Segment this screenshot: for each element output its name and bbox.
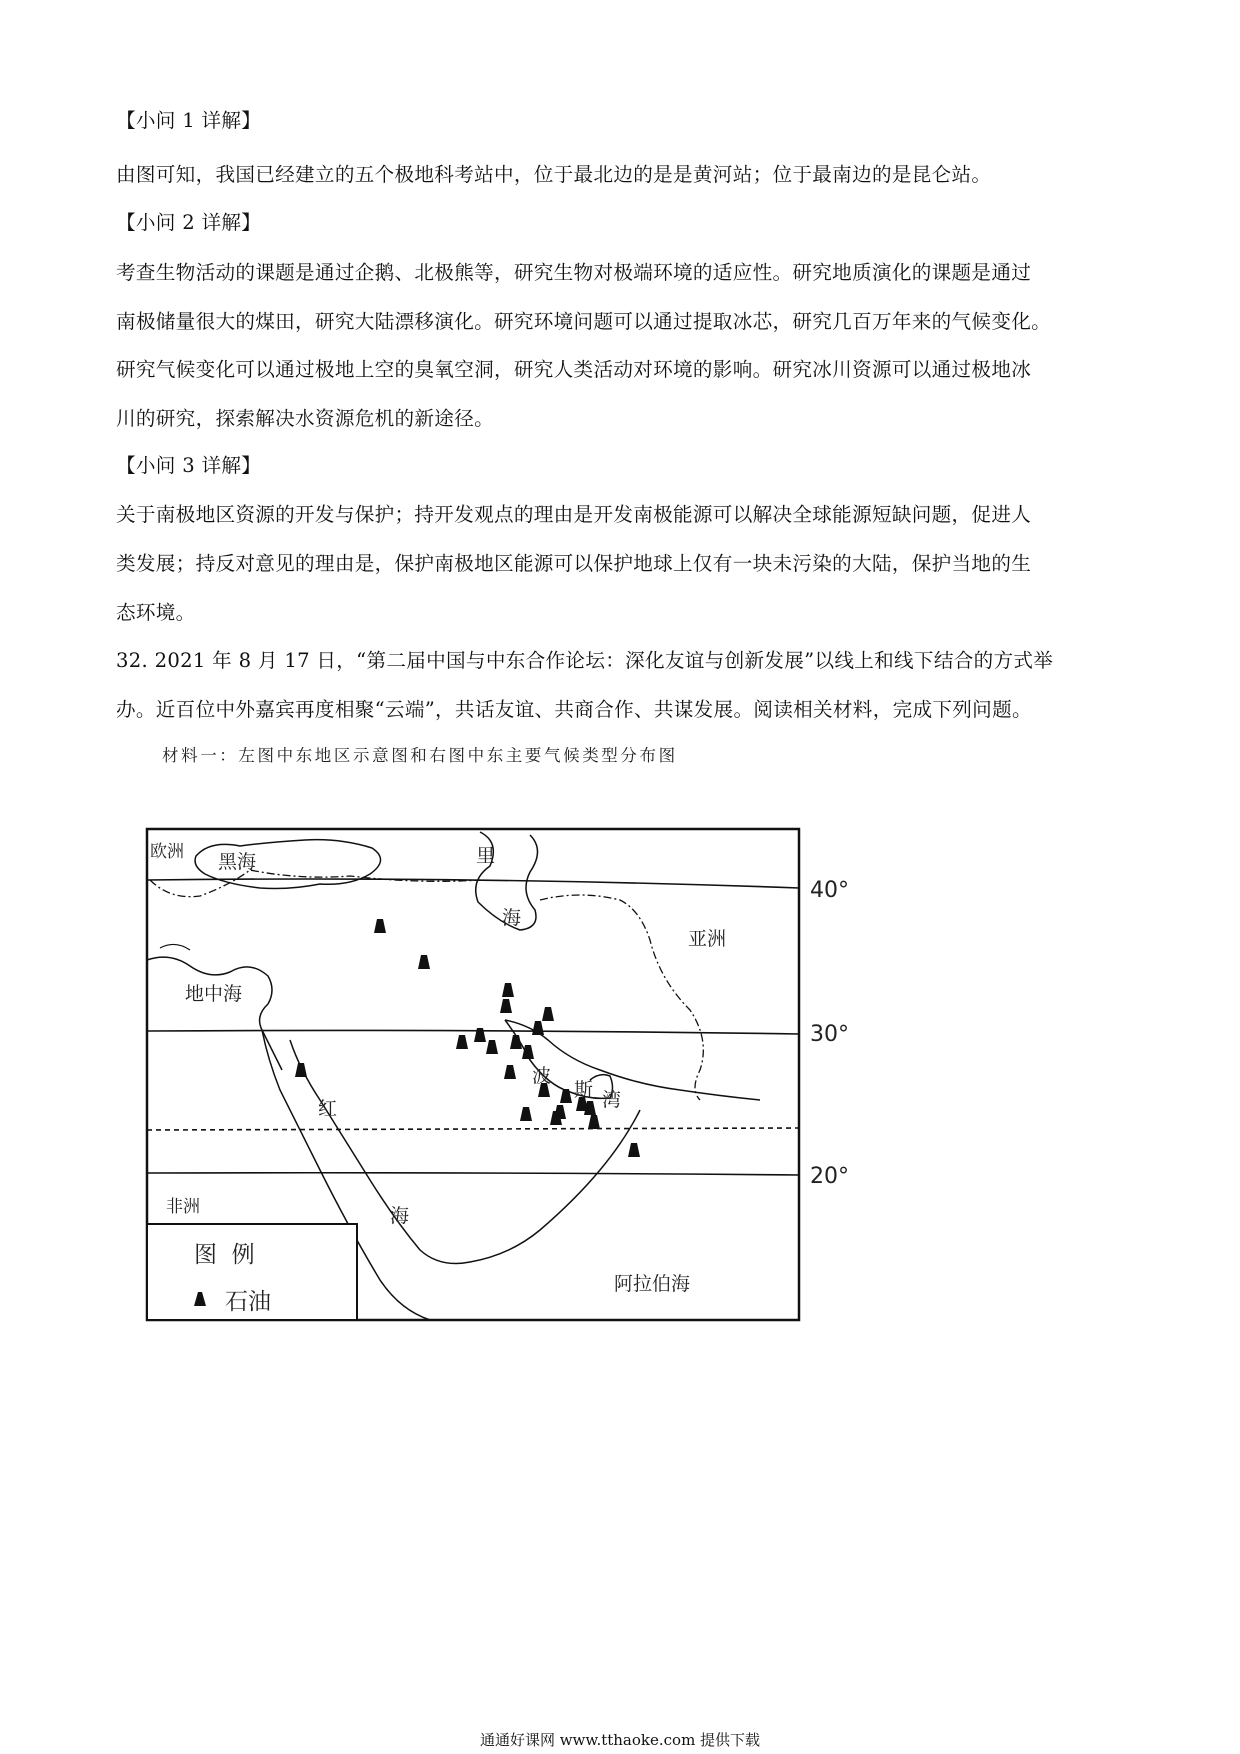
oil-marker <box>502 983 514 997</box>
q32-stem-line: 32. 2021 年 8 月 17 日，“第二届中国与中东合作论坛：深化友谊与创新发展”以线上和线下结合的方式举 <box>116 649 1054 672</box>
label-red-sea-2: 海 <box>390 1205 410 1227</box>
oil-marker <box>504 1065 516 1079</box>
oil-marker <box>628 1143 640 1157</box>
border-line <box>150 870 480 897</box>
q31-sub2-line: 考查生物活动的课题是通过企鹅、北极熊等，研究生物对极端环境的适应性。研究地质演化的课题是通过 <box>116 261 1032 284</box>
border-line <box>540 895 703 1100</box>
latitude-line-40 <box>147 879 799 888</box>
label-mediterranean: 地中海 <box>185 983 243 1005</box>
latitude-label-40: 40° <box>810 878 849 903</box>
oil-marker <box>374 919 386 933</box>
tropic-line <box>147 1128 799 1130</box>
label-black-sea: 黑海 <box>218 851 257 873</box>
label-persian-2: 斯 <box>574 1079 594 1101</box>
oil-marker <box>486 1040 498 1054</box>
page-footer: 通通好课网 www.tthaoke.com 提供下载 <box>479 1731 761 1749</box>
q31-sub3-line: 态环境。 <box>116 601 196 624</box>
label-caspian-1: 里 <box>476 845 496 867</box>
oil-marker <box>500 999 512 1013</box>
oil-markers <box>295 919 640 1157</box>
label-africa: 非洲 <box>166 1197 200 1217</box>
q31-sub3-line: 类发展；持反对意见的理由是，保护南极地区能源可以保护地球上仅有一块未污染的大陆，保护当地的生 <box>116 552 1032 575</box>
mediterranean-coast <box>147 957 282 1070</box>
q31-sub3-heading: 【小问 3 详解】 <box>116 454 262 477</box>
label-europe: 欧洲 <box>150 842 184 862</box>
label-red-sea-1: 红 <box>318 1098 338 1120</box>
q31-sub1-answer: 由图可知，我国已经建立的五个极地科考站中，位于最北边的是是黄河站；位于最南边的是昆仑站。 <box>116 163 992 186</box>
label-caspian-2: 海 <box>502 907 522 929</box>
oil-marker <box>532 1021 544 1035</box>
legend-title: 图 例 <box>194 1242 255 1268</box>
label-asia: 亚洲 <box>688 928 727 950</box>
oil-marker <box>510 1035 522 1049</box>
oil-marker <box>542 1007 554 1021</box>
q31-sub1-heading: 【小问 1 详解】 <box>116 109 262 132</box>
latitude-line-30 <box>147 1030 799 1034</box>
oil-marker <box>560 1089 572 1103</box>
oil-marker <box>456 1035 468 1049</box>
label-persian-3: 湾 <box>602 1089 622 1111</box>
q31-sub2-heading: 【小问 2 详解】 <box>116 211 262 234</box>
label-arabian-sea: 阿拉伯海 <box>614 1273 691 1295</box>
label-persian-1: 波 <box>532 1065 552 1087</box>
latitude-line-20 <box>147 1173 799 1175</box>
q31-sub2-line: 研究气候变化可以通过极地上空的臭氧空洞，研究人类活动对环境的影响。研究冰川资源可以通过极地冰 <box>116 358 1032 381</box>
q31-sub2-line: 川的研究，探索解决水资源危机的新途径。 <box>116 407 494 430</box>
oil-marker <box>418 955 430 969</box>
q32-stem-line: 办。近百位中外嘉宾再度相聚“云端”，共话友谊、共商合作、共谋发展。阅读相关材料，完成下列问题。 <box>116 698 1032 721</box>
oil-marker <box>520 1107 532 1121</box>
q31-sub3-line: 关于南极地区资源的开发与保护；持开发观点的理由是开发南极能源可以解决全球能源短缺问题，促进人 <box>116 503 1032 526</box>
material-caption: 材料一：左图中东地区示意图和右图中东主要气候类型分布图 <box>162 746 678 765</box>
oil-marker <box>588 1115 600 1129</box>
legend-oil-label: 石油 <box>225 1289 271 1315</box>
q31-sub2-line: 南极储量很大的煤田，研究大陆漂移演化。研究环境问题可以通过提取冰芯，研究几百万年来的气候变化。 <box>116 310 1052 333</box>
latitude-label-20: 20° <box>810 1164 849 1189</box>
oil-marker <box>295 1063 307 1077</box>
latitude-label-30: 30° <box>810 1022 849 1047</box>
